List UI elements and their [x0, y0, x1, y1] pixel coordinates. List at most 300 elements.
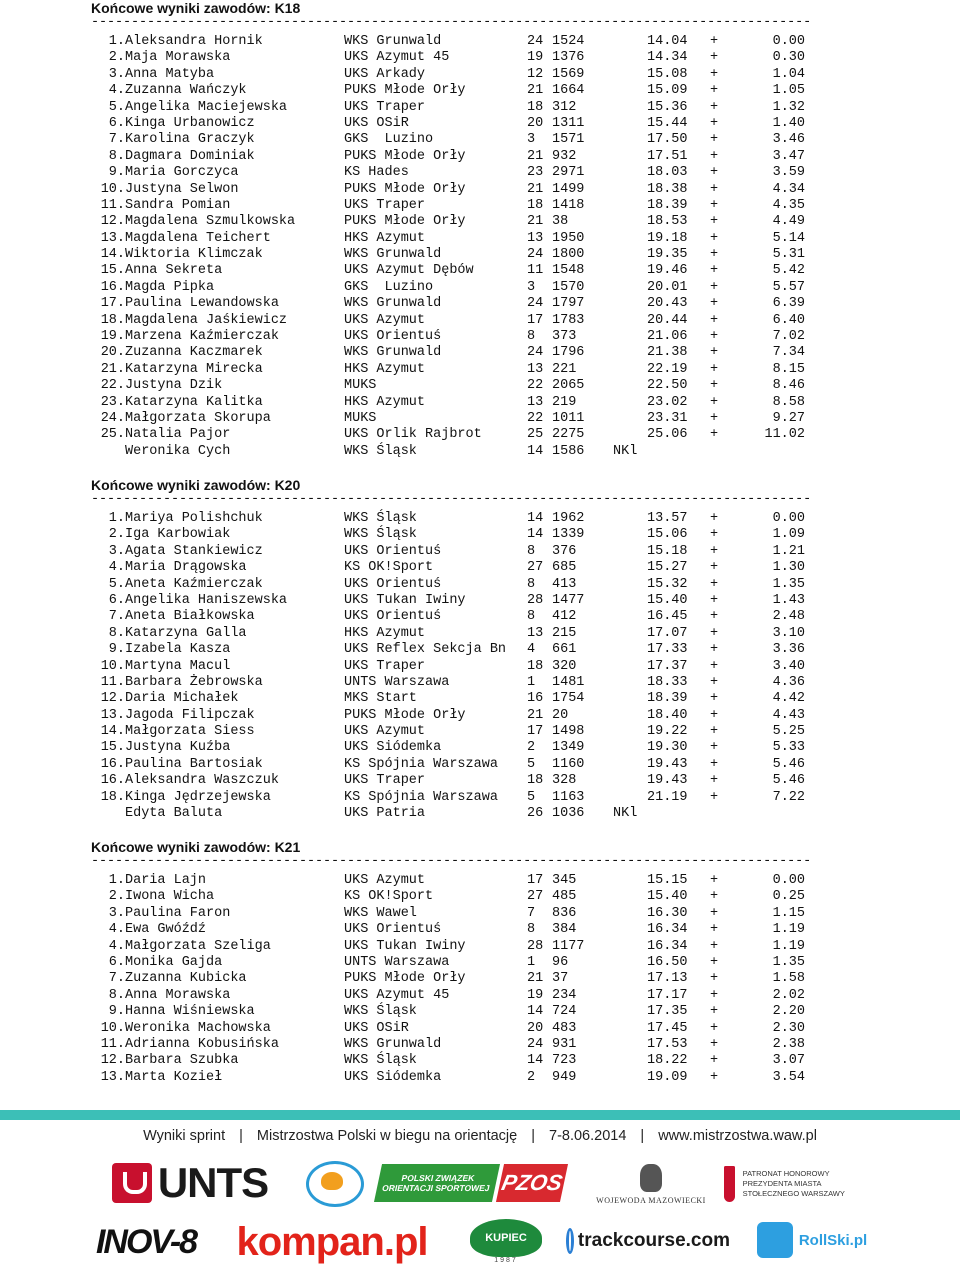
result-time: 15.36 — [647, 99, 688, 115]
result-time: 22.19 — [647, 361, 688, 377]
result-row — [91, 806, 811, 822]
unts-logo — [90, 1161, 290, 1205]
result-club-number: 12 — [527, 66, 544, 82]
result-time: 20.44 — [647, 312, 688, 328]
result-place: 5. — [108, 99, 125, 115]
result-row — [91, 34, 811, 50]
result-gap: 4.49 — [772, 214, 805, 230]
result-gap: 5.25 — [772, 724, 805, 740]
result-runner-id: 373 — [552, 329, 577, 345]
result-club-number: 7 — [527, 905, 536, 921]
result-gap: 3.07 — [772, 1053, 805, 1069]
result-place: 2. — [108, 527, 125, 543]
result-gap: 4.35 — [772, 197, 805, 213]
result-time: 18.38 — [647, 181, 688, 197]
result-plus: + — [710, 889, 719, 905]
result-club-number: 14 — [527, 1004, 544, 1020]
result-time: 18.40 — [647, 707, 688, 723]
result-name: Weronika Cych — [125, 443, 231, 459]
result-name: Paulina Faron — [125, 905, 231, 921]
result-row — [91, 280, 811, 296]
result-place: 10. — [100, 1020, 125, 1036]
result-gap: 3.47 — [772, 148, 805, 164]
result-club: PUKS Młode Orły — [344, 148, 466, 164]
result-club-number: 1 — [527, 954, 536, 970]
section-title: Końcowe wyniki zawodów: K18 — [91, 0, 301, 16]
result-row — [91, 593, 811, 609]
result-runner-id: 234 — [552, 987, 577, 1003]
result-runner-id: 1664 — [552, 83, 585, 99]
inov8-logo: INOV-8 — [95, 1222, 197, 1261]
result-place: 7. — [108, 132, 125, 148]
result-club-number: 24 — [527, 34, 544, 49]
result-time: 23.31 — [647, 410, 688, 426]
result-row — [91, 116, 811, 132]
result-runner-id: 1339 — [552, 527, 585, 543]
result-row — [91, 988, 811, 1004]
result-plus: + — [710, 527, 719, 543]
unts-logo-text: UNTS — [157, 1159, 269, 1206]
result-club: WKS Grunwald — [344, 296, 442, 312]
result-club-number: 21 — [527, 181, 544, 197]
kupiec-badge: KUPIEC — [470, 1219, 542, 1257]
result-row — [91, 313, 811, 329]
result-time: 19.22 — [647, 724, 688, 740]
result-name: Marta Kozieł — [125, 1069, 223, 1085]
result-gap: 2.48 — [772, 609, 805, 625]
result-runner-id: 221 — [552, 361, 577, 377]
result-gap: 4.43 — [772, 707, 805, 723]
result-runner-id: 1586 — [552, 443, 585, 459]
result-club-number: 3 — [527, 279, 536, 295]
result-place: 2. — [108, 50, 125, 66]
result-plus: + — [710, 427, 719, 443]
result-club: UNTS Warszawa — [344, 954, 450, 970]
result-time: 15.27 — [647, 560, 688, 576]
result-plus: + — [710, 560, 719, 576]
footer-url[interactable]: www.mistrzostwa.waw.pl — [658, 1128, 817, 1144]
result-runner-id: 1754 — [552, 691, 585, 707]
result-club-number: 28 — [527, 938, 544, 954]
result-plus: + — [710, 511, 719, 526]
result-gap: 6.40 — [772, 312, 805, 328]
result-club-number: 8 — [527, 543, 536, 559]
result-gap: 7.02 — [772, 329, 805, 345]
result-plus: + — [710, 1036, 719, 1052]
result-runner-id: 1177 — [552, 938, 585, 954]
result-club-number: 19 — [527, 50, 544, 66]
result-time: 21.38 — [647, 345, 688, 361]
result-runner-id: 20 — [552, 707, 569, 723]
results-section — [91, 839, 811, 1086]
result-row — [91, 231, 811, 247]
result-name: Małgorzata Siess — [125, 724, 255, 740]
result-place: 10. — [100, 658, 125, 674]
result-gap: 2.02 — [772, 987, 805, 1003]
result-time: 19.18 — [647, 230, 688, 246]
result-name: Agata Stankiewicz — [125, 543, 263, 559]
trackcourse-icon — [566, 1228, 574, 1254]
result-club: UKS Siódemka — [344, 740, 442, 756]
result-club-number: 17 — [527, 724, 544, 740]
result-club-number: 4 — [527, 642, 536, 658]
result-row — [91, 1053, 811, 1069]
result-club-number: 24 — [527, 345, 544, 361]
result-club: MUKS — [344, 410, 377, 426]
result-runner-id: 2065 — [552, 378, 585, 394]
result-runner-id: 1524 — [552, 34, 585, 49]
result-plus: + — [710, 658, 719, 674]
result-name: Martyna Macul — [125, 658, 231, 674]
result-row — [91, 1004, 811, 1020]
result-place: 15. — [100, 740, 125, 756]
result-club-number: 14 — [527, 443, 544, 459]
result-time: 15.44 — [647, 115, 688, 131]
result-name: Kinga Urbanowicz — [125, 115, 255, 131]
result-gap: 7.22 — [772, 789, 805, 805]
result-name: Maria Gorczyca — [125, 165, 239, 181]
result-club: WKS Śląsk — [344, 1004, 417, 1020]
result-club: HKS Azymut — [344, 394, 426, 410]
result-place: 6. — [108, 115, 125, 131]
result-club: PUKS Młode Orły — [344, 214, 466, 230]
result-runner-id: 413 — [552, 576, 577, 592]
result-club: UNTS Warszawa — [344, 674, 450, 690]
result-name: Maja Morawska — [125, 50, 231, 66]
result-runner-id: 2971 — [552, 165, 585, 181]
result-time: 16.34 — [647, 938, 688, 954]
result-place: 22. — [100, 378, 125, 394]
result-gap: 1.35 — [772, 576, 805, 592]
result-gap: 1.15 — [772, 905, 805, 921]
rollski-icon — [757, 1222, 793, 1258]
result-time: 23.02 — [647, 394, 688, 410]
result-runner-id: 1498 — [552, 724, 585, 740]
result-row — [91, 149, 811, 165]
result-club-number: 8 — [527, 609, 536, 625]
result-club-number: 19 — [527, 987, 544, 1003]
result-club-number: 17 — [527, 873, 544, 888]
result-row — [91, 296, 811, 312]
result-time: 22.50 — [647, 378, 688, 394]
result-gap: 1.19 — [772, 938, 805, 954]
result-time: 15.40 — [647, 592, 688, 608]
result-row — [91, 626, 811, 642]
result-place: 15. — [100, 263, 125, 279]
result-club: HKS Azymut — [344, 625, 426, 641]
result-time: 15.06 — [647, 527, 688, 543]
result-runner-id: 37 — [552, 971, 569, 987]
result-club: UKS Orientuś — [344, 609, 442, 625]
result-runner-id: 219 — [552, 394, 577, 410]
result-gap: 8.15 — [772, 361, 805, 377]
result-name: Magdalena Jaśkiewicz — [125, 312, 288, 328]
result-plus: + — [710, 329, 719, 345]
result-time: 17.35 — [647, 1004, 688, 1020]
result-row — [91, 1070, 811, 1086]
result-place: 14. — [100, 724, 125, 740]
result-plus: + — [710, 954, 719, 970]
result-row — [91, 577, 811, 593]
result-club: GKS Luzino — [344, 132, 434, 148]
pzos-logo — [377, 1163, 565, 1203]
result-club-number: 11 — [527, 263, 544, 279]
result-plus: + — [710, 378, 719, 394]
result-row — [91, 1021, 811, 1037]
result-plus: + — [710, 773, 719, 789]
results-section — [91, 477, 811, 822]
section-divider: ------------------------------------------------------------------------------------------ — [91, 855, 811, 869]
result-club-number: 21 — [527, 707, 544, 723]
result-time: 19.30 — [647, 740, 688, 756]
result-row — [91, 444, 811, 460]
result-gap: 0.30 — [772, 50, 805, 66]
pzos-banner: POLSKI ZWIĄZEK ORIENTACJI SPORTOWEJ — [374, 1164, 500, 1202]
result-gap: 5.46 — [772, 773, 805, 789]
rollski-text: RollSki.pl — [798, 1231, 868, 1249]
result-row — [91, 873, 811, 889]
result-runner-id: 685 — [552, 560, 577, 576]
result-row — [91, 560, 811, 576]
result-club-number: 16 — [527, 691, 544, 707]
result-row — [91, 939, 811, 955]
result-plus: + — [710, 1053, 719, 1069]
result-time: 16.30 — [647, 905, 688, 921]
result-runner-id: 384 — [552, 922, 577, 938]
result-row — [91, 740, 811, 756]
result-row — [91, 659, 811, 675]
eagle-emblem-icon — [640, 1164, 662, 1192]
result-place: 3. — [108, 543, 125, 559]
result-name: Justyna Dzik — [125, 378, 223, 394]
result-plus: + — [710, 165, 719, 181]
result-place: 1. — [108, 873, 125, 888]
result-place: 9. — [108, 1004, 125, 1020]
result-time: 13.57 — [647, 511, 688, 526]
result-time: 17.51 — [647, 148, 688, 164]
result-club: WKS Grunwald — [344, 345, 442, 361]
result-row — [91, 411, 811, 427]
result-name: Hanna Wiśniewska — [125, 1004, 255, 1020]
result-plus: + — [710, 625, 719, 641]
result-club: KS OK!Sport — [344, 560, 434, 576]
result-club: UKS Azymut 45 — [344, 50, 450, 66]
result-plus: + — [710, 971, 719, 987]
result-club: UKS Tukan Iwiny — [344, 592, 466, 608]
result-place: 18. — [100, 312, 125, 328]
result-row — [91, 263, 811, 279]
result-row — [91, 362, 811, 378]
result-club: KS Spójnia Warszawa — [344, 789, 498, 805]
result-row — [91, 165, 811, 181]
result-place: 14. — [100, 247, 125, 263]
sport-logo — [305, 1162, 365, 1206]
result-club: UKS Azymut 45 — [344, 987, 450, 1003]
result-row — [91, 378, 811, 394]
kupiec-logo — [468, 1216, 544, 1266]
result-club: UKS Traper — [344, 99, 426, 115]
result-gap: 1.21 — [772, 543, 805, 559]
warsaw-crest-icon — [724, 1166, 735, 1202]
result-plus: + — [710, 873, 719, 888]
result-name: Katarzyna Mirecka — [125, 361, 263, 377]
result-place: 9. — [108, 642, 125, 658]
result-runner-id: 1571 — [552, 132, 585, 148]
result-plus: + — [710, 214, 719, 230]
result-time: 18.03 — [647, 165, 688, 181]
result-place: 8. — [108, 148, 125, 164]
result-club: UKS Azymut — [344, 724, 426, 740]
result-runner-id: 1950 — [552, 230, 585, 246]
result-place: 18. — [100, 789, 125, 805]
result-row — [91, 427, 811, 443]
result-club: UKS Orientuś — [344, 329, 442, 345]
result-gap: 5.57 — [772, 279, 805, 295]
result-plus: + — [710, 394, 719, 410]
result-place: 23. — [100, 394, 125, 410]
result-club: UKS OSiR — [344, 115, 409, 131]
result-name: Małgorzata Szeliga — [125, 938, 271, 954]
result-runner-id: 1349 — [552, 740, 585, 756]
result-time: 20.01 — [647, 279, 688, 295]
footer-event: Mistrzostwa Polski w biegu na orientację — [256, 1128, 518, 1144]
sport-figure-icon — [306, 1161, 364, 1207]
wojewoda-logo — [594, 1160, 708, 1208]
result-club: MKS Start — [344, 691, 417, 707]
result-club: UKS Traper — [344, 197, 426, 213]
result-place: 10. — [100, 181, 125, 197]
unts-mark-icon — [112, 1163, 152, 1203]
result-plus: + — [710, 642, 719, 658]
result-row — [91, 544, 811, 560]
result-club: UKS Orlik Rajbrot — [344, 427, 482, 443]
result-plus: + — [710, 1069, 719, 1085]
result-club-number: 5 — [527, 756, 536, 772]
result-name: Anna Sekreta — [125, 263, 223, 279]
result-runner-id: 485 — [552, 889, 577, 905]
result-club-number: 26 — [527, 806, 544, 822]
result-gap: 1.04 — [772, 66, 805, 82]
result-gap: 5.42 — [772, 263, 805, 279]
result-name: Mariya Polishchuk — [125, 511, 263, 526]
result-club-number: 18 — [527, 658, 544, 674]
result-club: UKS Orientuś — [344, 922, 442, 938]
result-name: Daria Lajn — [125, 873, 207, 888]
result-time: 18.22 — [647, 1053, 688, 1069]
result-row — [91, 642, 811, 658]
result-club-number: 22 — [527, 378, 544, 394]
result-club: WKS Śląsk — [344, 1053, 417, 1069]
result-runner-id: 931 — [552, 1036, 577, 1052]
result-club-number: 21 — [527, 214, 544, 230]
result-plus: + — [710, 938, 719, 954]
result-gap: 1.40 — [772, 115, 805, 131]
result-time: 18.39 — [647, 691, 688, 707]
result-row — [91, 708, 811, 724]
result-row — [91, 83, 811, 99]
result-name: Sandra Pomian — [125, 197, 231, 213]
result-club: PUKS Młode Orły — [344, 83, 466, 99]
result-club: KS Hades — [344, 165, 409, 181]
result-gap: 5.14 — [772, 230, 805, 246]
result-place: 4. — [108, 83, 125, 99]
result-time: 17.33 — [647, 642, 688, 658]
result-club-number: 13 — [527, 361, 544, 377]
result-gap: 2.38 — [772, 1036, 805, 1052]
result-gap: 1.32 — [772, 99, 805, 115]
result-name: Weronika Machowska — [125, 1020, 271, 1036]
result-name: Zuzanna Wańczyk — [125, 83, 247, 99]
result-row — [91, 889, 811, 905]
result-gap: 1.58 — [772, 971, 805, 987]
result-gap: 1.19 — [772, 922, 805, 938]
result-gap: 7.34 — [772, 345, 805, 361]
kompan-logo: kompan.pl — [236, 1219, 428, 1264]
result-name: Aneta Kaźmierczak — [125, 576, 263, 592]
result-club-number: 3 — [527, 132, 536, 148]
result-club: WKS Grunwald — [344, 247, 442, 263]
result-name: Angelika Maciejewska — [125, 99, 288, 115]
result-runner-id: 215 — [552, 625, 577, 641]
result-club: PUKS Młode Orły — [344, 181, 466, 197]
footer-label: Wyniki sprint — [143, 1128, 226, 1144]
result-name: Ewa Gwóźdź — [125, 922, 207, 938]
result-name: Edyta Baluta — [125, 806, 223, 822]
result-runner-id: 320 — [552, 658, 577, 674]
result-name: Katarzyna Galla — [125, 625, 247, 641]
result-club: PUKS Młode Orły — [344, 971, 466, 987]
result-runner-id: 345 — [552, 873, 577, 888]
result-name: Marzena Kaźmierczak — [125, 329, 279, 345]
result-club-number: 17 — [527, 312, 544, 328]
result-row — [91, 527, 811, 543]
result-club: HKS Azymut — [344, 230, 426, 246]
result-gap: 4.34 — [772, 181, 805, 197]
result-time: 18.33 — [647, 674, 688, 690]
result-runner-id: 1783 — [552, 312, 585, 328]
result-club-number: 13 — [527, 625, 544, 641]
result-club: KS OK!Sport — [344, 889, 434, 905]
result-place: 6. — [108, 954, 125, 970]
result-time: 14.04 — [647, 34, 688, 49]
result-gap: 2.30 — [772, 1020, 805, 1036]
section-title: Końcowe wyniki zawodów: K21 — [91, 839, 301, 855]
result-club-number: 20 — [527, 1020, 544, 1036]
result-place: 3. — [108, 66, 125, 82]
result-club-number: 24 — [527, 296, 544, 312]
result-runner-id: 1036 — [552, 806, 585, 822]
result-runner-id: 1962 — [552, 511, 585, 526]
result-name: Daria Michałek — [125, 691, 239, 707]
result-row — [91, 773, 811, 789]
result-runner-id: 1570 — [552, 279, 585, 295]
result-gap: 3.54 — [772, 1069, 805, 1085]
footer-accent-band — [0, 1110, 960, 1120]
result-runner-id: 724 — [552, 1004, 577, 1020]
result-runner-id: 1163 — [552, 789, 585, 805]
result-club-number: 24 — [527, 1036, 544, 1052]
result-place: 12. — [100, 1053, 125, 1069]
result-name: Monika Gajda — [125, 954, 223, 970]
result-time: 15.32 — [647, 576, 688, 592]
result-runner-id: 1376 — [552, 50, 585, 66]
result-runner-id: 949 — [552, 1069, 577, 1085]
result-name: Anna Matyba — [125, 66, 215, 82]
result-gap: 3.59 — [772, 165, 805, 181]
result-place: 21. — [100, 361, 125, 377]
result-nkl: NKl — [613, 443, 638, 459]
result-runner-id: 836 — [552, 905, 577, 921]
